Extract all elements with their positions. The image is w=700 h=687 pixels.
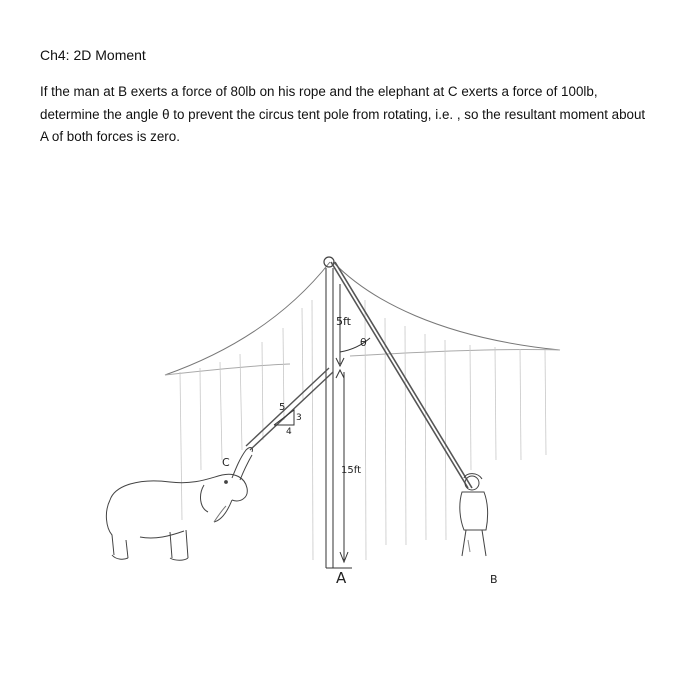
tent-pole bbox=[324, 257, 334, 568]
lower-length-label: 15ft bbox=[341, 465, 361, 476]
man-drawing bbox=[460, 474, 488, 556]
angle-theta-label: θ bbox=[360, 336, 367, 349]
slope-run-label: 4 bbox=[286, 427, 292, 437]
problem-line: determine the angle θ to prevent the circus tent pole from rotating, i.e. , so the resultant moment about bbox=[40, 106, 646, 122]
rope-to-man bbox=[331, 262, 472, 488]
slope-rise-label: 3 bbox=[296, 413, 302, 423]
slope-hyp-label: 5 bbox=[279, 402, 286, 413]
problem-line: If the man at B exerts a force of 80lb on his rope and the elephant at C exerts a force of 100lb, bbox=[40, 84, 598, 99]
point-b-label: B bbox=[490, 573, 498, 586]
point-a-label: A bbox=[336, 569, 347, 587]
problem-line: A of both forces is zero. bbox=[40, 129, 180, 144]
point-c-label: C bbox=[222, 456, 230, 469]
elephant-drawing bbox=[106, 448, 252, 561]
page-title: Ch4: 2D Moment bbox=[40, 47, 146, 63]
rope-to-elephant bbox=[246, 368, 333, 450]
upper-length-label: 5ft bbox=[336, 315, 351, 328]
tent-canvas bbox=[165, 262, 560, 375]
